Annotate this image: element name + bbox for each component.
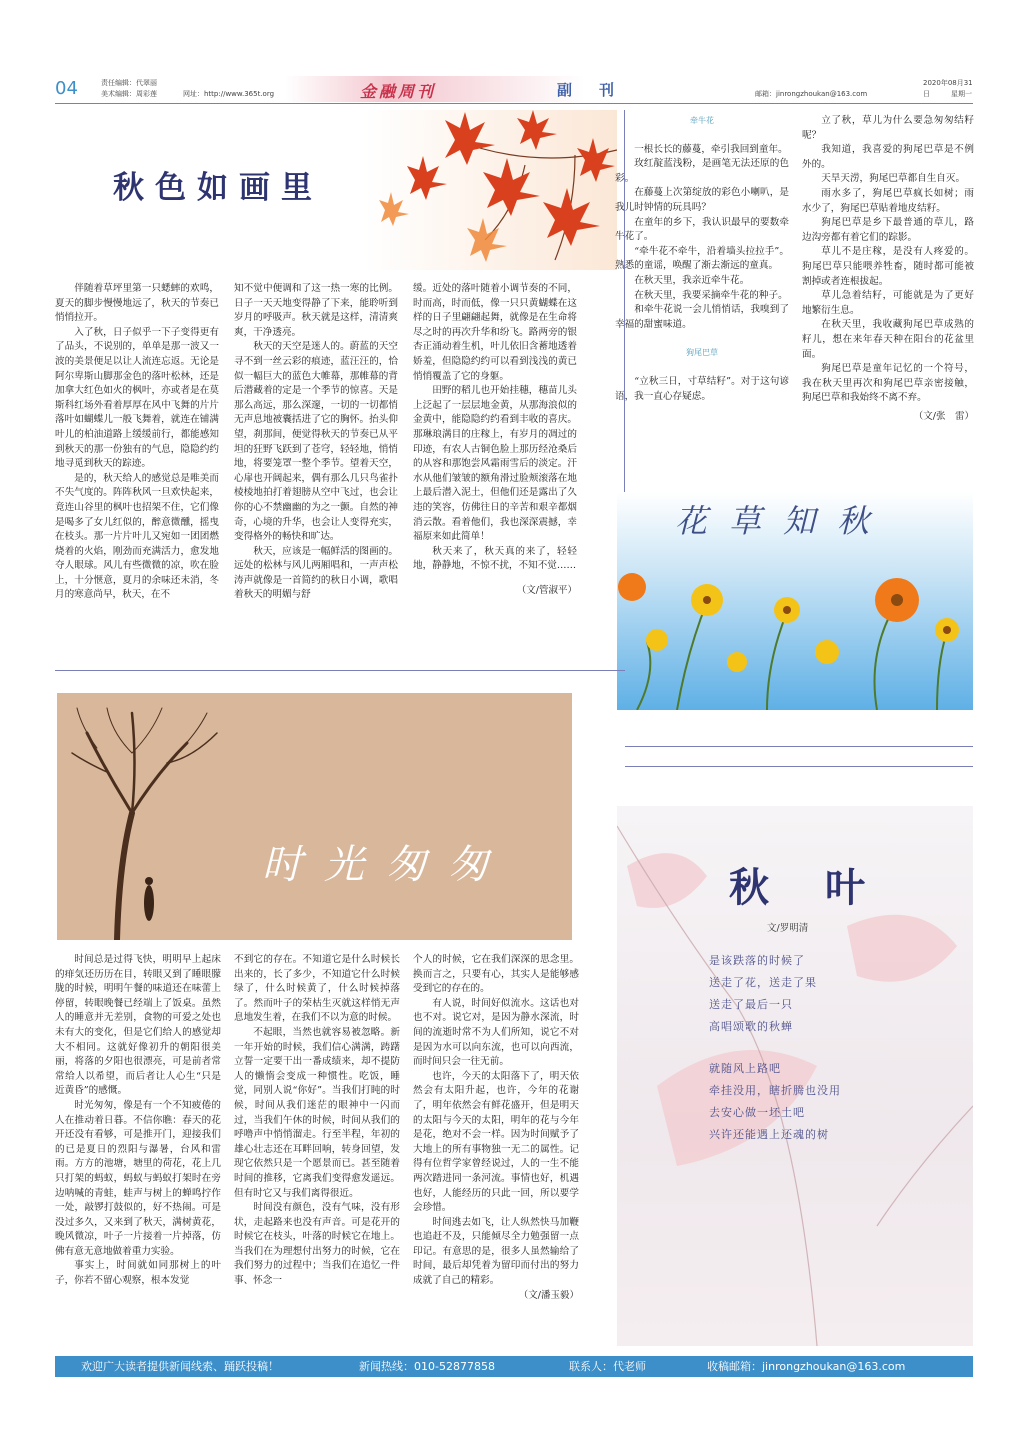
paragraph: 田野的稻儿也开始挂穗，穗苗儿头上泛起了一层层地金黄，从那海浪似的金黄中，能隐隐约约看到丰收的喜庆。那琳琅满目的庄稼上，有岁月的凋过的印迹，有农人古铜色脸上那历经沧桑后的从容和那饱尝风霜雨雪后的淡定。汗水从他们皱皱的额角滑过脸颊滚落在地上最后潜入泥土，但他们还是露出了久违的笑容，仿佛往日的辛苦和艰辛都烟消云散。看着他们，我也深深震撼，幸福原来如此简单！ (413, 385, 577, 543)
paragraph: 在藤蔓上次第绽放的彩色小喇叭，是我儿时钟情的玩具吗？ (615, 187, 789, 213)
email-label: 邮箱：jinrongzhoukan@163.com (755, 90, 868, 98)
paragraph: 玫红靛蓝浅粉，是画笔无法还原的色彩。 (615, 158, 789, 184)
bare-tree-illustration (57, 693, 572, 940)
article3-column-3 (413, 953, 579, 1303)
paragraph: 草儿急着结籽，可能就是为了更好地繁衍生息。 (802, 290, 974, 316)
paragraph: 伴随着草坪里第一只蟋蟀的欢鸣，夏天的脚步慢慢地远了，秋天的节奏已悄悄拉开。 (55, 283, 219, 324)
article1-column-3 (413, 282, 577, 598)
autumn-banner (55, 110, 617, 270)
paragraph: 我知道，我喜爱的狗尾巴草是不例外的。 (802, 144, 974, 170)
editor-credit: 责任编辑：代翠丽 (101, 79, 157, 87)
paragraph: 雨水多了，狗尾巴草疯长如树；雨水少了，狗尾巴草贴着地皮结籽。 (802, 187, 974, 214)
paragraph: 天旱天涝，狗尾巴草都自生自灭。 (821, 173, 966, 185)
paragraph: 不到它的存在。不知道它是什么时候长出来的，长了多少，不知道它什么时候绿了，什么时候黄了，什么时候掉落了。然而叶子的荣枯生灭就这样悄无声息地发生着，在我们不以为意的时候。 (234, 954, 400, 1024)
poem-line: 兴许还能遇上还魂的树 (709, 1128, 829, 1141)
article2-column-2 (802, 114, 974, 424)
poem-title: 秋 叶 (729, 864, 873, 911)
poem-line: 送走了最后一只 (709, 998, 793, 1011)
article1-column-2 (234, 282, 398, 603)
article1-title: 秋色如画里 (113, 170, 323, 206)
paragraph: 事实上，时间就如同那树上的叶子，你若不留心观察，根本发觉 (55, 1260, 221, 1287)
paragraph: “牵牛花不牵牛，沿着墙头拉拉手”。熟悉的童谣，唤醒了渐去渐远的童真。 (615, 245, 789, 272)
paragraph: 个人的时候，它在我们深深的思念里。换而言之，只要有心，其实人是能够感受到它的存在的。 (413, 954, 579, 995)
paragraph: 在秋天里，我要采摘牵牛花的种子。 (634, 289, 788, 301)
page-number: 04 (55, 78, 78, 99)
poem-line: 牵挂没用，瞎折腾也没用 (709, 1084, 841, 1097)
section-title: 副 刊 (557, 81, 621, 99)
paragraph: 时光匆匆，像是有一个不知疲倦的人在推动着日暮。不信你瞧：春天的花开还没有看够，可是推开门，迎接我们的已是夏日的烈阳与瀑暑，台风和雷雨。方方的池塘，塘里的荷花，花上几只打架的蚂蚁，蚂蚁与蚂蚁打架时在旁边呐喊的青蛙，蛙声与树上的蝉鸣拧作一处，敲锣打鼓似的，好不热闹。可是没过多久，又来到了秋天，满树黄花，晚风微凉，叶子一片接着一片掉落，仿佛有意无意地做着重力实验。 (55, 1099, 221, 1257)
paragraph: 在童年的乡下，我认识最早的要数牵牛花了。 (615, 216, 789, 243)
poem-line: 是该跌落的时候了 (709, 954, 805, 967)
poem-line: 高唱颂歌的秋蝉 (709, 1020, 793, 1033)
paragraph: 不起眼，当然也就容易被忽略。新一年开始的时候，我们信心满满，踌躇立誓一定要干出一番成绩来，却不提防人的懒惰会变成一种惯性。吃饭，睡觉，同别人说“你好”。当我们打盹的时候，时间从我们迷茫的眼神中一闪而过，当我们午休的时候，时间从我们的呼噜声中悄悄溜走。行至半程，年初的雄心壮志还在耳畔回响，转身回望，发现它依然只是一个愿景而已。甚至随着时间的推移，它离我们变得愈发遥远。但有时它又与我们离得很近。 (234, 1026, 400, 1199)
article3-column-2 (234, 953, 400, 1289)
paragraph: 时间逃去如飞，让人纵然快马加鞭也追赶不及，只能倾尽全力勉强留一点印记。有意思的是，很多人虽然输给了时间，最后却凭着为留印而付出的努力成就了自己的精彩。 (413, 1216, 579, 1287)
issue-weekday: 星期一 (951, 90, 972, 98)
paragraph: 是的，秋天给人的感觉总是唯美而不失气度的。阵阵秋风一旦欢快起来，竟连山谷里的枫叶也招架不住，它们像是喝多了女儿红似的，醉意微醺，摇曳在枝头。那一片片叶儿又宛如一团团燃烧着的火焰，刚劲而充满活力，愈发地夺人眼球。风儿有些微微的凉，吹在脸上，十分惬意，夏月的余味还未消，冬月的寒意尚早，秋天，在不 (55, 472, 219, 601)
article2-image-title: 花草知秋 (675, 502, 892, 540)
right-rule-bottom (625, 766, 973, 767)
paragraph: 在秋天里，我亲近牵牛花。 (634, 274, 750, 286)
paragraph: 也许，今天的太阳落下了，明天依然会有太阳升起，也许，今年的花谢了，明年依然会有鲜花盛开，但是明天的太阳与今天的太阳，明年的花与今年是花，绝对不会一样。因为时间赋予了大地上的所有事物独一无二的属性。记得有位哲学家曾经说过，人的一生不能两次踏进同一条河流。事情也好，机遇也好，人能经历的只此一回，所以要学会珍惜。 (413, 1070, 579, 1214)
article3-author: （文/潘玉毅） (518, 1289, 579, 1301)
paragraph: 草儿不是庄稼，是没有人疼爱的。狗尾巴草只能喂养牲畜，随时都可能被割掉或者连根拔起。 (802, 246, 974, 287)
art-editor-credit: 美术编辑：周彩莲 (101, 90, 157, 98)
website-label: 网址：http://www.365t.org (183, 90, 275, 98)
article3-image-title: 时光匆匆 (262, 842, 510, 888)
paragraph: 在秋天里，我收藏狗尾巴草成熟的籽儿，想在来年春天种在阳台的花盆里面。 (802, 319, 974, 360)
paragraph: 时间没有颜色，没有气味，没有形状，走起路来也没有声音。可是花开的时候它在枝头，叶落的时候它在地上。当我们在为理想付出努力的时候，它在我们努力的过程中；当我们在追忆一件事、怀念一 (234, 1202, 400, 1287)
time-image (57, 693, 572, 940)
poem-stanza-2 (709, 1058, 841, 1146)
paragraph: 秋天的天空是迷人的。蔚蓝的天空寻不到一丝云彩的痕迹，蓝汪汪的，恰似一幅巨大的蓝色大帷幕，那帷幕的背后潜藏着的定是一个季节的惊喜。天是那么高远，那么深邃，一切的一切都悄无声息地被囊括进了它的胸怀。抬头仰望，刹那间，便觉得秋天的节奏已从平坦的狂野飞跃到了苍穹，轻轻地，悄悄地，将要笼罩一整个季节。望着天空，心扉也开阔起来，偶有那么几只鸟雀扑棱棱地拍打着翅膀从空中飞过，也会让你的心不禁幽幽的为之一颤。自然的神奇，心境的升华，也会让人变得充实，变得格外的畅快和旷达。 (234, 341, 398, 543)
page-header (55, 76, 973, 102)
paragraph: 狗尾巴草是乡下最普通的草儿，路边沟旁都有着它们的踪影。 (802, 217, 974, 243)
footer-slogan: 欢迎广大读者提供新闻线索、踊跃投稿！ (81, 1360, 279, 1373)
paragraph: 立了秋，草儿为什么要急匆匆结籽呢？ (802, 115, 974, 141)
poem-line: 去安心做一坯土吧 (709, 1106, 805, 1119)
poem-line: 就随风上路吧 (709, 1062, 781, 1075)
paragraph: 知不觉中便调和了这一热一寒的比例。日子一天天地变得静了下来，能聆听到岁月的呼吸声。秋天就是这样，清清爽爽，干净透亮。 (234, 283, 398, 338)
poem-panel (617, 806, 973, 1346)
flowers-image (617, 492, 973, 710)
middle-rule (55, 670, 625, 671)
article2-column-1 (615, 114, 789, 404)
article2-author: （文/张 雷） (913, 410, 974, 422)
paragraph: 一根长长的藤蔓，牵引我回到童年。 (634, 143, 788, 155)
article3-column-1 (55, 953, 221, 1289)
right-rule-top (625, 746, 973, 747)
paragraph: 缓。近处的落叶随着小调节奏的不同，时而高，时而低，像一只只黄蝴蝶在这样的日子里翩翩起舞，就像是在生命将尽之时的再次升华和纷飞。路两旁的银杏正涌动着生机，叶儿依旧含蓄地透着娇羞，但隐隐约约可以看到浅浅的黄已悄悄覆盖了它的身躯。 (413, 283, 577, 382)
article2-subtitle-morning-glory: 牵牛花 (690, 116, 714, 125)
paragraph: 秋天来了，秋天真的来了，轻轻地，静静地，不惊不扰，不知不觉…… (413, 545, 577, 572)
issue-date: 2020年08月31日 (923, 79, 973, 98)
article2-subtitle-foxtail: 狗尾巴草 (686, 348, 718, 358)
footer-email: 收稿邮箱：jinrongzhoukan@163.com (707, 1360, 906, 1373)
paragraph: 时间总是过得飞快，明明早上起床的痱気还历历在目，转眼又到了睡眼朦胧的时候，明明午餐的味道还在味蕾上停留，转眼晚餐已经端上了饭桌。虽然人的睡意并无差别，食物的可爱之处也未有大的变化，但是它们给人的感觉却大不相同。这就好像初升的朝阳很美丽，将落的夕阳也很漂亮，可是前者常常给人以希望，而后者让人心生“只是近黄昏”的感慨。 (55, 954, 221, 1097)
header-rule (55, 103, 973, 104)
paragraph: 有人说，时间好似流水。这话也对也不对。说它对，是因为静水深流，时间的流逝时常不为人们所知，说它不对是因为水可以向东流，也可以向西流，而时间只会一往无前。 (413, 997, 579, 1068)
paragraph: 入了秋，日子似乎一下子变得更有了品头，不说别的，单单是那一波又一波的美景便足以让人流连忘返。无论是阿尔卑斯山脚那金色的落叶松林，还是加拿大红色如火的枫叶，亦或者是在莫斯科红场外看着厚厚在风中飞舞的片片落叶如蝴蝶儿一般飞舞着，就连在铺满叶儿的柏油道路上缓缓前行，都能感知到秋天的那一份独有的气息，隐隐约约地寻觅到秋天的踪迹。 (55, 326, 219, 470)
footer-hotline: 新闻热线：010-52877858 (359, 1360, 495, 1373)
poem-author: 文/罗明清 (767, 923, 809, 934)
footer-bar (55, 1356, 973, 1377)
paragraph: 和牵牛花说一会儿悄悄话，我嗅到了幸福的甜蜜味道。 (615, 304, 789, 330)
footer-contact: 联系人：代老师 (569, 1360, 646, 1373)
paragraph: 秋天，应该是一幅鲜活的图画的。远处的松林与风儿两厢唱和，一声声松涛声就像是一首简约的秋日小调，歌唱着秋天的明媚与舒 (234, 545, 398, 601)
poem-line: 送走了花，送走了果 (709, 976, 817, 989)
paragraph: “立秋三日，寸草结籽”。对于这句谚语，我一直心存疑虑。 (615, 375, 789, 402)
article1-author: （文/管淑平） (516, 584, 577, 596)
poem-stanza-1 (709, 950, 817, 1038)
masthead-title: 金融周刊 (360, 82, 437, 101)
article1-column-1 (55, 282, 219, 603)
paragraph: 狗尾巴草是童年记忆的一个符号，我在秋天里再次和狗尾巴草亲密接触，狗尾巴草和我始终不离不弃。 (802, 363, 974, 404)
